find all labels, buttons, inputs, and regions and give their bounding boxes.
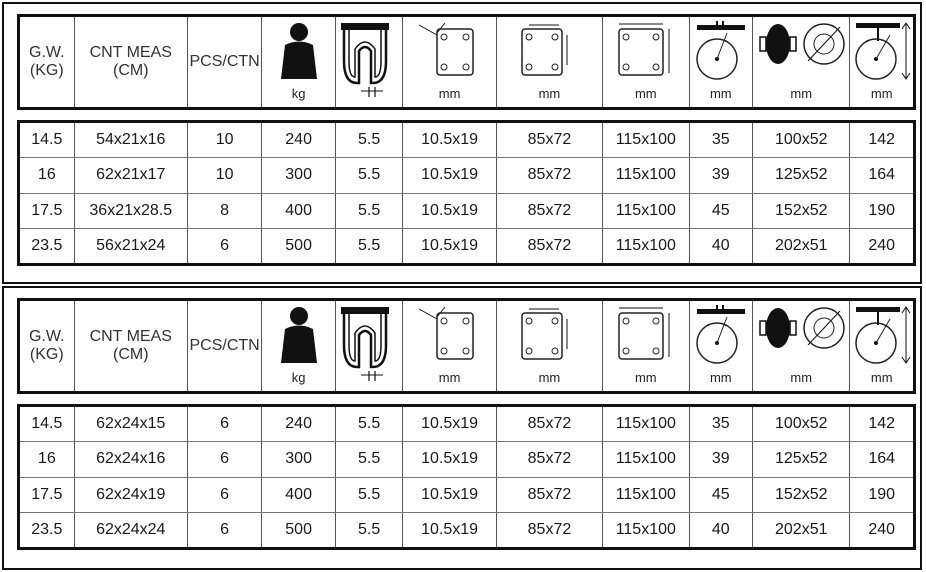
table-row xyxy=(20,158,913,193)
header-load xyxy=(262,17,336,107)
cell-wheel-size: 100x52 xyxy=(753,407,850,441)
cell-load: 300 xyxy=(262,442,336,476)
cell-wheel-size: 152x52 xyxy=(753,194,850,228)
table-row xyxy=(20,123,913,158)
cell-bolt-hole: 10.5x19 xyxy=(403,194,496,228)
cell-bolt-spacing: 85x72 xyxy=(497,442,603,476)
header-bracket xyxy=(336,301,404,391)
cell-wheel-size: 125x52 xyxy=(753,158,850,192)
header-offset xyxy=(690,301,754,391)
wheel-size-icon xyxy=(756,305,846,355)
cell-bracket: 5.5 xyxy=(336,123,404,157)
cell-height: 240 xyxy=(868,520,896,538)
cell-wheel-size: 100x52 xyxy=(753,123,850,157)
cell-bolt-spacing: 85x72 xyxy=(497,158,603,192)
header-pcs-ctn xyxy=(188,17,263,107)
cell-bolt-spacing: 85x72 xyxy=(497,194,603,228)
bolt-hole-icon xyxy=(415,305,485,363)
offset-icon xyxy=(693,21,749,83)
cell-load: 400 xyxy=(262,194,336,228)
cell-cnt-meas: 36x21x28.5 xyxy=(75,194,188,228)
header-cnt-meas xyxy=(75,17,188,107)
cell-height: 190 xyxy=(868,485,896,503)
header-plate-size xyxy=(603,17,689,107)
unit-mm: mm xyxy=(870,370,893,385)
cell-plate-size: 115x100 xyxy=(603,229,689,263)
spec-table-1 xyxy=(2,2,922,284)
offset-icon xyxy=(693,305,749,367)
cell-bracket: 5.5 xyxy=(336,407,404,441)
cell-bolt-hole: 10.5x19 xyxy=(403,442,496,476)
cell-gw: 14.5 xyxy=(20,123,75,157)
bracket-thickness-icon xyxy=(339,305,399,381)
header-bracket xyxy=(336,17,404,107)
cell-offset: 45 xyxy=(690,478,754,512)
cell-pcs-ctn: 6 xyxy=(188,407,263,441)
header-load xyxy=(262,301,336,391)
cell-bolt-hole: 10.5x19 xyxy=(403,478,496,512)
unit-mm: mm xyxy=(709,86,732,101)
header-gw xyxy=(20,17,75,107)
cell-pcs-ctn: 6 xyxy=(188,478,263,512)
cell-offset: 39 xyxy=(690,442,754,476)
cell-pcs-ctn: 10 xyxy=(188,158,263,192)
bracket-thickness-icon xyxy=(339,21,399,97)
cell-cnt-meas: 54x21x16 xyxy=(75,123,188,157)
cell-offset: 45 xyxy=(690,194,754,228)
header-bolt-hole xyxy=(403,17,496,107)
unit-mm: mm xyxy=(438,370,461,385)
table-row xyxy=(20,513,913,547)
header-pcs-label: PCS/CTN xyxy=(189,337,260,354)
table-header xyxy=(17,14,916,110)
table-body xyxy=(17,404,916,550)
cell-pcs-ctn: 10 xyxy=(188,123,263,157)
table-header xyxy=(17,298,916,394)
cell-plate-size: 115x100 xyxy=(603,478,689,512)
cell-bolt-hole: 10.5x19 xyxy=(403,407,496,441)
cell-offset: 35 xyxy=(690,123,754,157)
header-bolt-hole xyxy=(403,301,496,391)
cell-bracket: 5.5 xyxy=(336,478,404,512)
cell-gw: 23.5 xyxy=(20,513,75,547)
cell-bolt-hole: 10.5x19 xyxy=(403,229,496,263)
cell-wheel-size: 202x51 xyxy=(753,229,850,263)
cell-cnt-meas: 56x21x24 xyxy=(75,229,188,263)
cell-cnt-meas: 62x24x15 xyxy=(75,407,188,441)
unit-kg: kg xyxy=(291,370,306,385)
cell-cnt-meas: 62x24x19 xyxy=(75,478,188,512)
cell-gw: 17.5 xyxy=(20,194,75,228)
bolt-spacing-icon xyxy=(514,305,584,363)
height-icon xyxy=(852,21,912,85)
unit-mm: mm xyxy=(790,86,813,101)
cell-offset: 40 xyxy=(690,229,754,263)
cell-gw: 16 xyxy=(20,158,75,192)
cell-plate-size: 115x100 xyxy=(603,407,689,441)
header-gw-label: G.W. (KG) xyxy=(29,44,65,79)
header-bolt-spacing xyxy=(497,17,603,107)
cell-plate-size: 115x100 xyxy=(603,158,689,192)
cell-load: 500 xyxy=(262,513,336,547)
header-gw xyxy=(20,301,75,391)
cell-pcs-ctn: 8 xyxy=(188,194,263,228)
cell-bracket: 5.5 xyxy=(336,513,404,547)
bolt-hole-icon xyxy=(415,21,485,79)
cell-bracket: 5.5 xyxy=(336,229,404,263)
cell-cnt-meas: 62x24x16 xyxy=(75,442,188,476)
cell-plate-size: 115x100 xyxy=(603,194,689,228)
weight-icon xyxy=(279,21,319,81)
header-height xyxy=(850,301,913,391)
cell-bolt-spacing: 85x72 xyxy=(497,229,603,263)
cell-bolt-spacing: 85x72 xyxy=(497,407,603,441)
cell-offset: 40 xyxy=(690,513,754,547)
cell-bolt-hole: 10.5x19 xyxy=(403,513,496,547)
cell-offset: 35 xyxy=(690,407,754,441)
table-body xyxy=(17,120,916,266)
cell-gw: 14.5 xyxy=(20,407,75,441)
unit-mm: mm xyxy=(709,370,732,385)
table-row xyxy=(20,194,913,229)
header-pcs-label: PCS/CTN xyxy=(189,53,260,70)
cell-bolt-spacing: 85x72 xyxy=(497,123,603,157)
cell-offset: 39 xyxy=(690,158,754,192)
header-wheel-size xyxy=(753,17,850,107)
cell-load: 500 xyxy=(262,229,336,263)
cell-height: 164 xyxy=(868,450,896,468)
cell-wheel-size: 125x52 xyxy=(753,442,850,476)
plate-size-icon xyxy=(611,305,681,363)
weight-icon xyxy=(279,305,319,365)
wheel-size-icon xyxy=(756,21,846,71)
table-row xyxy=(20,229,913,263)
header-cnt-label: CNT MEAS (CM) xyxy=(89,44,172,79)
cell-plate-size: 115x100 xyxy=(603,123,689,157)
cell-load: 240 xyxy=(262,407,336,441)
header-pcs-ctn xyxy=(188,301,263,391)
cell-cnt-meas: 62x21x17 xyxy=(75,158,188,192)
plate-size-icon xyxy=(611,21,681,79)
header-cnt-label: CNT MEAS (CM) xyxy=(89,328,172,363)
cell-plate-size: 115x100 xyxy=(603,442,689,476)
unit-mm: mm xyxy=(438,86,461,101)
header-gw-label: G.W. (KG) xyxy=(29,328,65,363)
cell-pcs-ctn: 6 xyxy=(188,513,263,547)
cell-bolt-hole: 10.5x19 xyxy=(403,123,496,157)
unit-mm: mm xyxy=(634,86,657,101)
unit-mm: mm xyxy=(870,86,893,101)
cell-height: 164 xyxy=(868,166,896,184)
header-bolt-spacing xyxy=(497,301,603,391)
table-row xyxy=(20,478,913,513)
cell-height: 142 xyxy=(868,415,896,433)
cell-bolt-hole: 10.5x19 xyxy=(403,158,496,192)
cell-wheel-size: 202x51 xyxy=(753,513,850,547)
cell-height: 142 xyxy=(868,131,896,149)
cell-plate-size: 115x100 xyxy=(603,513,689,547)
header-wheel-size xyxy=(753,301,850,391)
unit-kg: kg xyxy=(291,86,306,101)
cell-load: 240 xyxy=(262,123,336,157)
header-cnt-meas xyxy=(75,301,188,391)
cell-pcs-ctn: 6 xyxy=(188,229,263,263)
header-plate-size xyxy=(603,301,689,391)
cell-cnt-meas: 62x24x24 xyxy=(75,513,188,547)
unit-mm: mm xyxy=(790,370,813,385)
unit-mm: mm xyxy=(538,86,561,101)
cell-height: 190 xyxy=(868,201,896,219)
unit-mm: mm xyxy=(634,370,657,385)
cell-gw: 23.5 xyxy=(20,229,75,263)
cell-bolt-spacing: 85x72 xyxy=(497,513,603,547)
cell-bracket: 5.5 xyxy=(336,442,404,476)
bolt-spacing-icon xyxy=(514,21,584,79)
header-height xyxy=(850,17,913,107)
cell-bolt-spacing: 85x72 xyxy=(497,478,603,512)
cell-load: 400 xyxy=(262,478,336,512)
cell-bracket: 5.5 xyxy=(336,194,404,228)
unit-mm: mm xyxy=(538,370,561,385)
cell-wheel-size: 152x52 xyxy=(753,478,850,512)
table-row xyxy=(20,407,913,442)
cell-gw: 17.5 xyxy=(20,478,75,512)
cell-gw: 16 xyxy=(20,442,75,476)
header-offset xyxy=(690,17,754,107)
spec-table-2 xyxy=(2,286,922,570)
cell-bracket: 5.5 xyxy=(336,158,404,192)
cell-load: 300 xyxy=(262,158,336,192)
table-row xyxy=(20,442,913,477)
height-icon xyxy=(852,305,912,369)
cell-height: 240 xyxy=(868,236,896,254)
cell-pcs-ctn: 6 xyxy=(188,442,263,476)
